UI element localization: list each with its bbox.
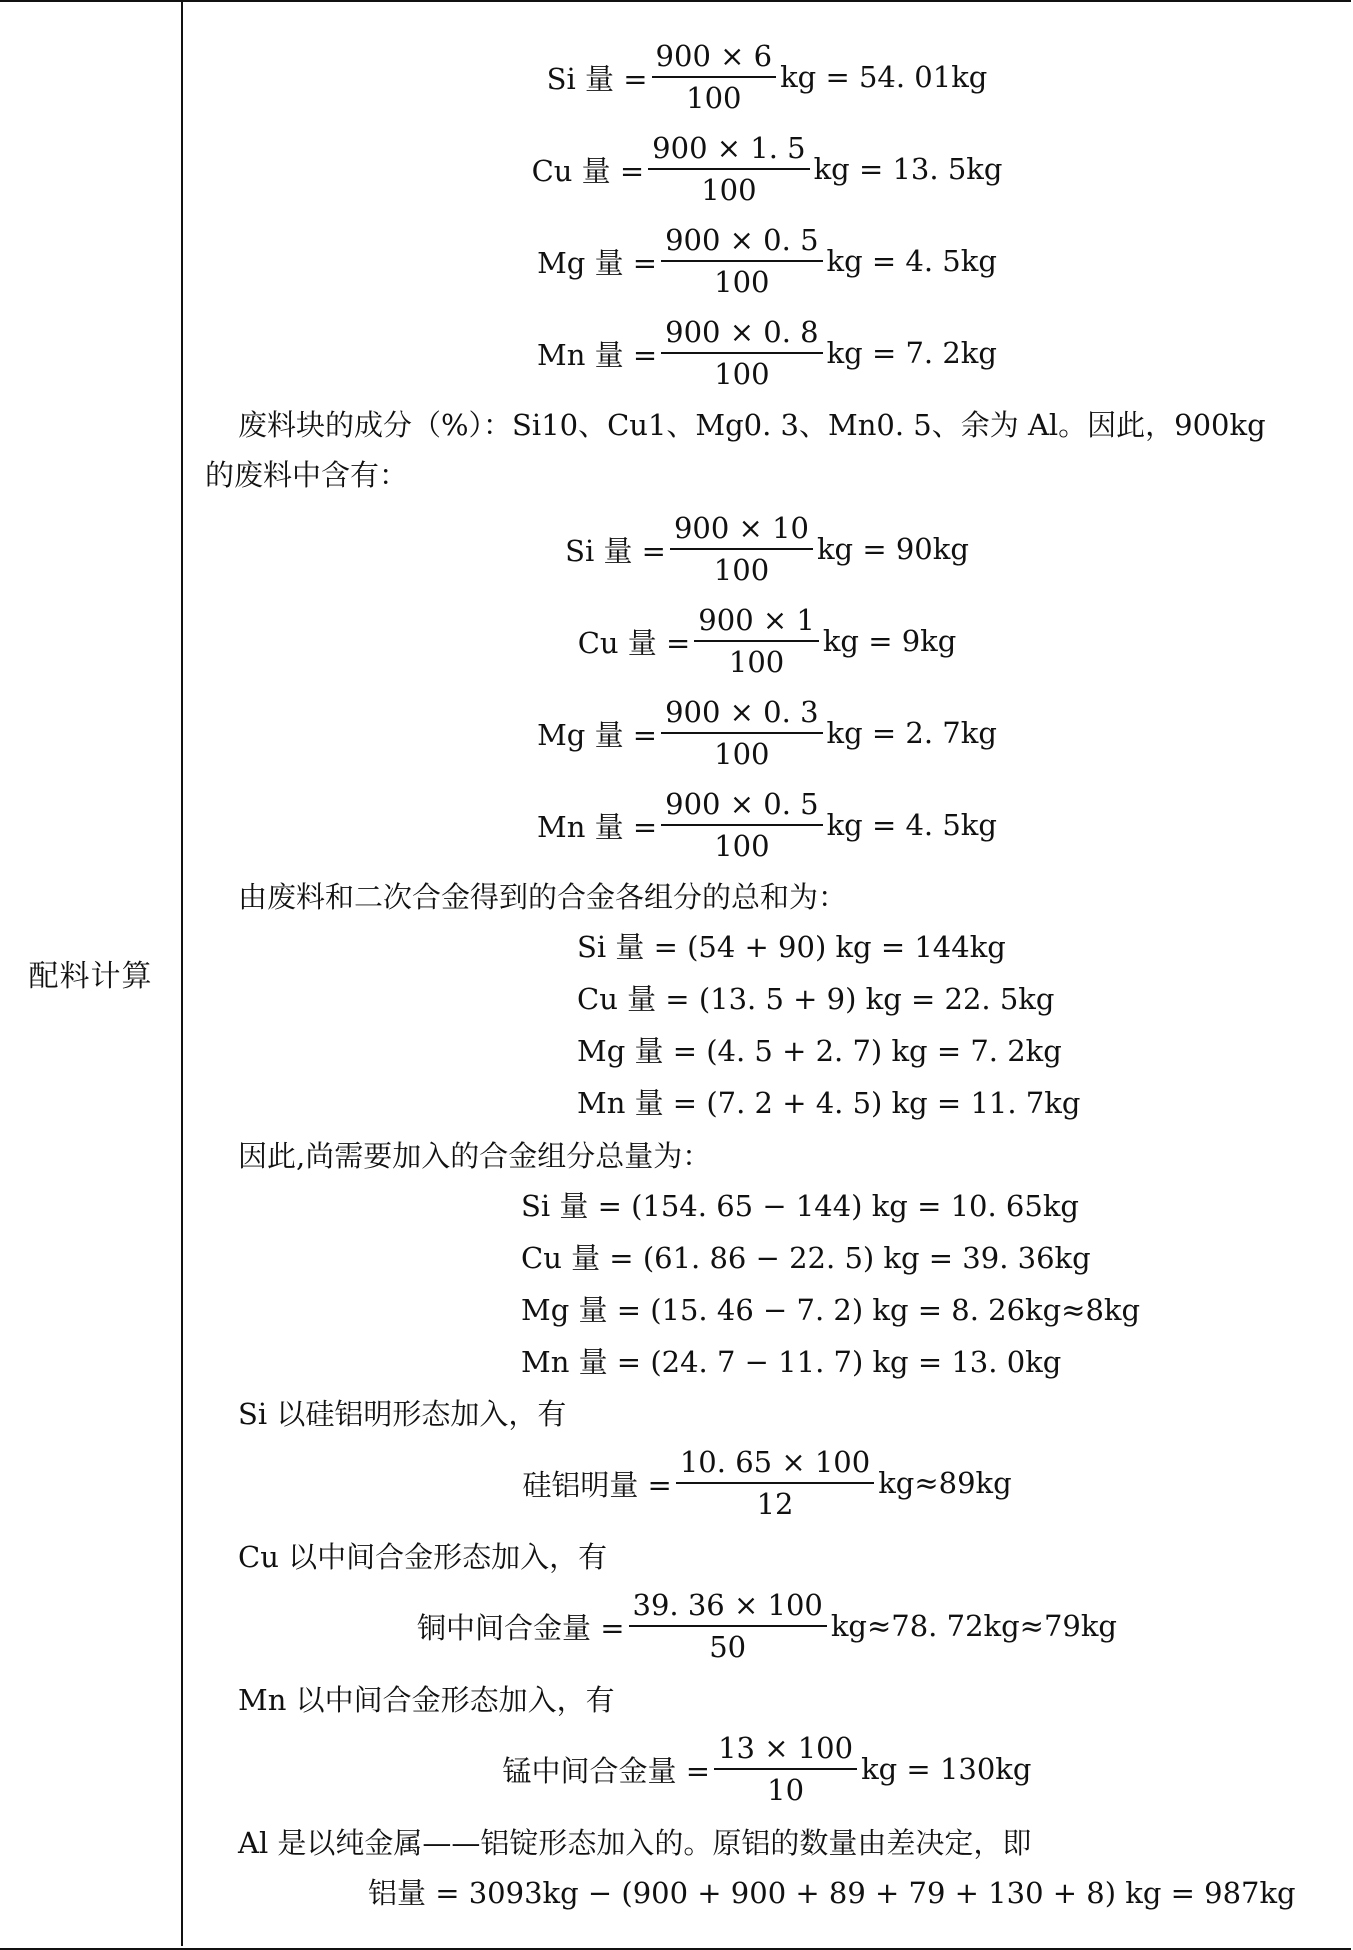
- denominator: 100: [686, 81, 742, 115]
- numerator: 900 × 0. 8: [661, 314, 822, 354]
- eq-rhs: kg = 4. 5kg: [826, 244, 997, 278]
- need-cu: Cu 量 = (61. 86 − 22. 5) kg = 39. 36kg: [521, 1241, 1091, 1275]
- eq-lhs: Cu 量 =: [577, 625, 691, 660]
- numerator: 900 × 0. 5: [661, 786, 822, 826]
- eq-rhs: kg = 9kg: [822, 624, 957, 658]
- numerator: 900 × 1. 5: [648, 130, 809, 170]
- sum-mn: Mn 量 = (7. 2 + 4. 5) kg = 11. 7kg: [577, 1086, 1081, 1120]
- eq-rhs: kg = 54. 01kg: [780, 60, 988, 94]
- eq-lhs: Cu 量 =: [531, 153, 645, 188]
- fraction: [694, 602, 819, 680]
- eq-lhs: Si 量 =: [565, 533, 666, 568]
- eq-rhs: kg = 90kg: [816, 532, 969, 566]
- fraction: [661, 694, 822, 772]
- al-intro: Al 是以纯金属——铝锭形态加入的。原铝的数量由差决定，即: [238, 1826, 1032, 1860]
- sum-cu: Cu 量 = (13. 5 + 9) kg = 22. 5kg: [577, 982, 1055, 1016]
- scrap-text-line-1: 废料块的成分（%）：Si10、Cu1、Mg0. 3、Mn0. 5、余为 Al。因此，900kg: [238, 408, 1266, 442]
- content-cell: [183, 0, 1351, 1946]
- scrap-eq-mn: [183, 786, 1351, 864]
- eq-lhs: 铜中间合金量 =: [416, 1610, 625, 1645]
- cu-eq: [183, 1587, 1351, 1665]
- denominator: 50: [709, 1630, 747, 1664]
- al-eq: 铝量 = 3093kg − (900 + 900 + 89 + 79 + 130 + 8) kg = 987kg: [368, 1876, 1296, 1910]
- eq-lhs: 硅铝明量 =: [522, 1467, 672, 1502]
- row-label: 配料计算: [28, 959, 153, 994]
- numerator: 900 × 6: [652, 38, 777, 78]
- need-si: Si 量 = (154. 65 − 144) kg = 10. 65kg: [521, 1189, 1079, 1223]
- alloy-eq-mg: [183, 222, 1351, 300]
- sum-mg: Mg 量 = (4. 5 + 2. 7) kg = 7. 2kg: [577, 1034, 1062, 1068]
- denominator: 100: [701, 173, 757, 207]
- si-eq: [183, 1444, 1351, 1522]
- numerator: 900 × 10: [670, 510, 813, 550]
- denominator: 100: [728, 645, 785, 679]
- eq-lhs: 锰中间合金量 =: [502, 1753, 711, 1788]
- numerator: 13 × 100: [714, 1730, 857, 1770]
- scrap-text-line-2: 的废料中含有：: [205, 458, 409, 492]
- eq-lhs: Mg 量 =: [537, 717, 658, 752]
- need-intro: 因此,尚需要加入的合金组分总量为：: [238, 1139, 712, 1173]
- numerator: 39. 36 × 100: [629, 1587, 827, 1627]
- eq-rhs: kg = 13. 5kg: [813, 152, 1003, 186]
- label-cell: [0, 0, 181, 1946]
- denominator: 100: [714, 357, 770, 391]
- cu-intro: Cu 以中间合金形态加入，有: [238, 1540, 608, 1574]
- alloy-eq-mn: [183, 314, 1351, 392]
- fraction: [648, 130, 809, 208]
- eq-rhs: kg≈89kg: [878, 1466, 1012, 1500]
- alloy-eq-cu: [183, 130, 1351, 208]
- eq-rhs: kg≈78. 72kg≈79kg: [830, 1609, 1117, 1643]
- scrap-eq-mg: [183, 694, 1351, 772]
- sum-intro: 由废料和二次合金得到的合金各组分的总和为：: [238, 880, 848, 914]
- numerator: 900 × 0. 5: [661, 222, 822, 262]
- sum-si: Si 量 = (54 + 90) kg = 144kg: [577, 930, 1006, 964]
- fraction: [652, 38, 777, 116]
- denominator: 100: [714, 737, 770, 771]
- denominator: 100: [714, 829, 770, 863]
- fraction: [661, 786, 822, 864]
- fraction: [661, 222, 822, 300]
- denominator: 100: [714, 265, 770, 299]
- mn-intro: Mn 以中间合金形态加入，有: [238, 1683, 615, 1717]
- eq-rhs: kg = 7. 2kg: [826, 336, 997, 370]
- eq-rhs: kg = 4. 5kg: [826, 808, 997, 842]
- si-intro: Si 以硅铝明形态加入，有: [238, 1397, 567, 1431]
- numerator: 900 × 0. 3: [661, 694, 822, 734]
- eq-lhs: Si 量 =: [546, 61, 648, 96]
- scrap-eq-si: [183, 510, 1351, 588]
- scrap-eq-cu: [183, 602, 1351, 680]
- eq-lhs: Mn 量 =: [537, 809, 658, 844]
- fraction: [676, 1444, 874, 1522]
- alloy-eq-si: [183, 38, 1351, 116]
- denominator: 100: [713, 553, 770, 587]
- denominator: 12: [756, 1487, 794, 1521]
- eq-lhs: Mn 量 =: [537, 337, 658, 372]
- fraction: [670, 510, 813, 588]
- fraction: [661, 314, 822, 392]
- need-mn: Mn 量 = (24. 7 − 11. 7) kg = 13. 0kg: [521, 1345, 1062, 1379]
- eq-rhs: kg = 2. 7kg: [826, 716, 997, 750]
- eq-lhs: Mg 量 =: [537, 245, 658, 280]
- numerator: 900 × 1: [694, 602, 819, 642]
- denominator: 10: [767, 1773, 805, 1807]
- fraction: [714, 1730, 857, 1808]
- fraction: [629, 1587, 827, 1665]
- mn-eq: [183, 1730, 1351, 1808]
- need-mg: Mg 量 = (15. 46 − 7. 2) kg = 8. 26kg≈8kg: [521, 1293, 1141, 1327]
- numerator: 10. 65 × 100: [676, 1444, 874, 1484]
- eq-rhs: kg = 130kg: [861, 1752, 1032, 1786]
